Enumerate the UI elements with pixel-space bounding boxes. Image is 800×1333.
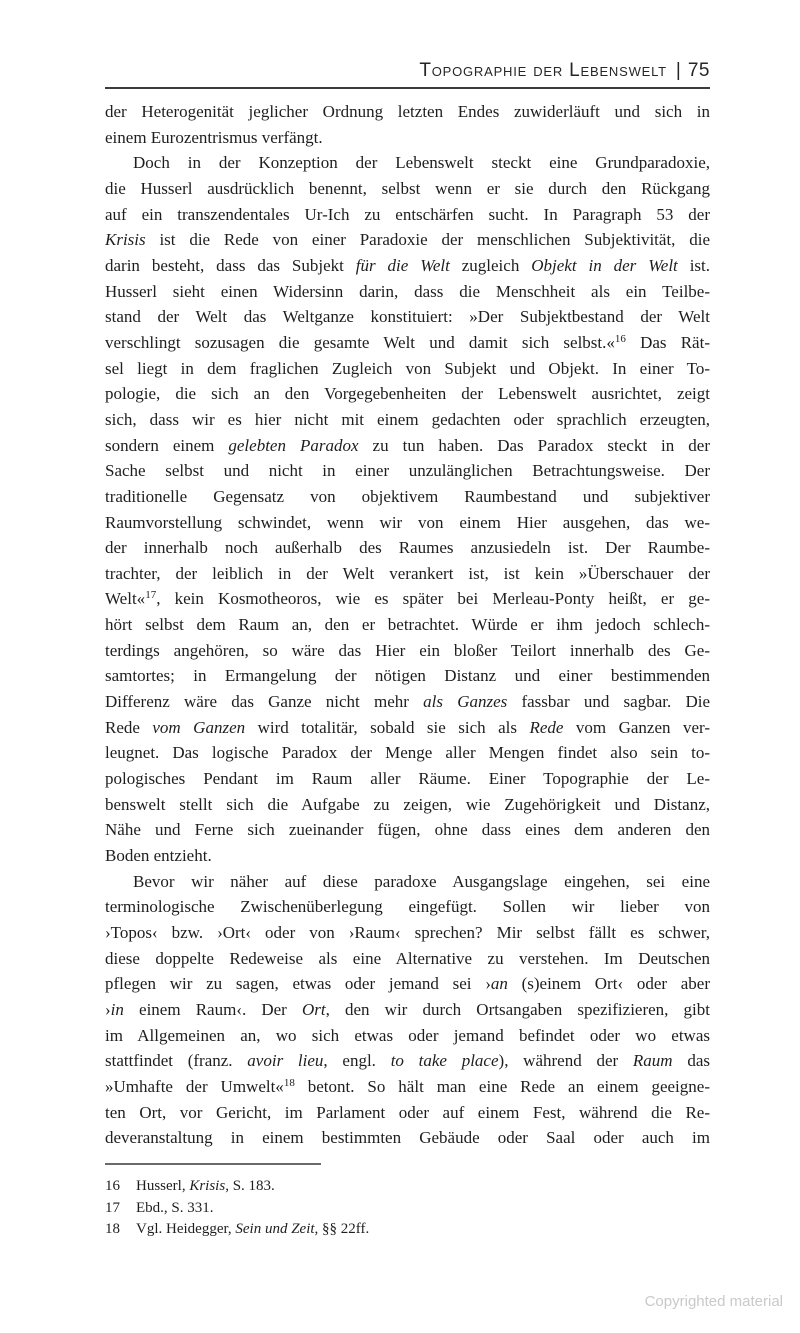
italic-text: in — [110, 999, 124, 1019]
text-line — [105, 356, 710, 382]
text-segment: sel liegt in dem fraglichen Zugleich von Subjekt und Objekt. In einer To- — [105, 358, 710, 378]
text-line — [105, 843, 710, 869]
footnote-number: 16 — [105, 1178, 120, 1194]
footnote-ref: 16 — [614, 332, 626, 345]
text-line — [105, 997, 710, 1023]
text-segment: stattfindet (franz. — [105, 1051, 248, 1071]
text-segment: Rede — [105, 717, 153, 737]
text-line — [105, 920, 710, 946]
text-segment: › — [105, 999, 111, 1019]
text-line — [105, 586, 710, 612]
running-header — [105, 60, 710, 82]
italic-text: für die Welt — [355, 255, 450, 275]
text-segment: terminologische Zwischenüberlegung eingefügt. Sollen wir lieber von — [105, 897, 710, 917]
text-segment: der Heterogenität jeglicher Ordnung letzten Endes zuwiderläuft und sich in — [105, 102, 710, 121]
text-segment: Husserl, — [136, 1178, 190, 1194]
text-segment: leugnet. Das logische Paradox der Menge aller Mengen findet also sein to- — [105, 743, 710, 763]
text-segment: sondern einem — [105, 435, 229, 455]
text-segment: die Husserl ausdrücklich benennt, selbst wenn er sie durch den Rückgang — [105, 178, 710, 198]
text-segment: samtortes; in Ermangelung der nötigen Distanz und einer bestimmenden — [105, 666, 710, 686]
text-segment: einem Eurozentrismus verfängt. — [105, 127, 323, 147]
text-segment: deveranstaltung in einem bestimmten Gebäude oder Saal oder auch im — [105, 1128, 710, 1148]
text-segment: der innerhalb noch außerhalb des Raumes anzusiedeln ist. Der Raumbe- — [105, 538, 710, 558]
text-segment: , kein Kosmotheoros, wie es später bei Merleau-Ponty heißt, er ge- — [156, 589, 710, 609]
text-segment: Vgl. Heidegger, — [136, 1221, 236, 1237]
text-line — [105, 946, 710, 972]
text-segment: (s)einem Ort‹ oder aber — [507, 974, 710, 994]
header-separator: | — [675, 60, 681, 81]
text-line — [105, 1074, 710, 1100]
text-segment: fassbar und sagbar. Die — [507, 692, 710, 712]
footnote — [105, 1198, 710, 1220]
text-segment: wird totalitär, sobald sie sich als — [245, 717, 530, 737]
text-line — [105, 1048, 710, 1074]
text-segment: , S. 183. — [225, 1178, 275, 1194]
text-line — [105, 253, 710, 279]
footnote-ref: 18 — [283, 1076, 295, 1089]
text-segment: einem Raum‹. Der — [123, 999, 302, 1019]
text-line — [105, 1100, 710, 1126]
text-segment: hört selbst dem Raum an, den er betrachtet. Würde er ihm jedoch schlech- — [105, 615, 710, 635]
text-segment: terdings angehören, so wäre das Hier ein bloßer Teilort innerhalb des Ge- — [105, 640, 710, 660]
italic-text: Sein und Zeit — [235, 1221, 315, 1237]
text-line — [105, 433, 710, 459]
footnote — [105, 1219, 710, 1241]
text-line — [105, 381, 710, 407]
text-segment: benswelt stellt sich die Aufgabe zu zeigen, wie Zugehörigkeit und Distanz, — [105, 794, 710, 814]
text-line — [105, 484, 710, 510]
text-segment: Doch in der Konzeption der Lebenswelt steckt eine Grundparadoxie, — [133, 153, 710, 173]
text-segment: pflegen wir zu sagen, etwas oder jemand sei › — [105, 974, 491, 994]
text-line — [105, 817, 710, 843]
footnote — [105, 1176, 710, 1198]
text-line — [105, 1023, 710, 1049]
header-rule — [105, 87, 710, 89]
text-segment: Bevor wir näher auf diese paradoxe Ausgangslage eingehen, sei eine — [133, 871, 710, 891]
italic-text: Objekt in der Welt — [531, 255, 678, 275]
text-segment: vom Ganzen ver- — [563, 717, 710, 737]
text-segment: ›Topos‹ bzw. ›Ort‹ oder von ›Raum‹ sprechen? Mir selbst fällt es schwer, — [105, 923, 710, 942]
italic-text: avoir lieu — [247, 1051, 324, 1071]
text-segment: verschlingt sozusagen die gesamte Welt und damit sich selbst.« — [105, 332, 615, 352]
copyright-watermark: Copyrighted material — [644, 1293, 783, 1310]
page-number: 75 — [687, 60, 710, 81]
text-segment: das — [672, 1051, 710, 1071]
text-line — [105, 689, 710, 715]
running-header-title: Topographie der Lebenswelt — [419, 60, 667, 81]
italic-text: Raum — [632, 1051, 673, 1071]
text-segment: pologie, die sich an den Vorgegebenheiten der Lebenswelt ausrichtet, zeigt — [105, 384, 710, 404]
text-line — [105, 740, 710, 766]
text-line — [105, 510, 710, 536]
text-segment: ten Ort, vor Gericht, im Parlament oder auf einem Fest, während die Re- — [105, 1102, 710, 1122]
text-segment: pologisches Pendant im Raum aller Räume. Einer Topographie der Le- — [105, 769, 710, 789]
text-segment: Differenz wäre das Ganze nicht mehr — [105, 692, 424, 712]
text-segment: Welt« — [105, 589, 146, 609]
italic-text: als Ganzes — [423, 692, 508, 712]
text-line — [105, 99, 710, 125]
footnote-number: 17 — [105, 1199, 120, 1216]
text-line — [105, 971, 710, 997]
text-segment: zu tun haben. Das Paradox steckt in der — [358, 435, 710, 455]
text-segment: im Allgemeinen an, wo sich etwas oder jemand befindet oder wo etwas — [105, 1025, 710, 1045]
italic-text: gelebten Paradox — [228, 435, 359, 455]
text-line — [105, 227, 710, 253]
text-line — [105, 561, 710, 587]
text-line — [105, 1125, 710, 1151]
body-text — [105, 99, 710, 1151]
text-segment: darin besteht, dass das Subjekt — [105, 255, 356, 275]
text-segment: , den wir durch Ortsangaben spezifizieren, gibt — [325, 999, 710, 1019]
text-line — [105, 638, 710, 664]
text-line — [105, 150, 710, 176]
italic-text: Ort — [301, 999, 326, 1019]
footnote-number: 18 — [105, 1221, 120, 1237]
text-segment: zugleich — [449, 255, 532, 275]
footnote-rule — [105, 1163, 321, 1165]
text-segment: Raumvorstellung schwindet, wenn wir von einem Hier ausgehen, das we- — [105, 512, 710, 532]
text-segment: trachter, der leiblich in der Welt verankert ist, ist kein »Überschauer der — [105, 563, 710, 583]
text-line — [105, 407, 710, 433]
text-segment: auf ein transzendentales Ur-Ich zu entschärfen sucht. In Paragraph 53 der — [105, 204, 710, 224]
text-segment: sich, dass wir es hier nicht mit einem gedachten oder sprachlich erzeugten, — [105, 409, 710, 429]
text-line — [105, 125, 710, 151]
text-segment: , engl. — [323, 1051, 391, 1071]
text-segment: traditionelle Gegensatz von objektivem Raumbestand und subjektiver — [105, 486, 710, 506]
italic-text: an — [490, 974, 508, 994]
italic-text: vom Ganzen — [152, 717, 246, 737]
text-segment: ist. — [677, 255, 710, 275]
text-line — [105, 330, 710, 356]
text-line — [105, 715, 710, 741]
italic-text: Rede — [529, 717, 564, 737]
text-segment: ), während der — [498, 1051, 633, 1071]
text-segment: diese doppelte Redeweise als eine Alternative zu verstehen. Im Deutschen — [105, 948, 710, 968]
text-segment: Nähe und Ferne sich zueinander fügen, ohne dass eines dem anderen den — [105, 820, 710, 840]
text-line — [105, 766, 710, 792]
text-line — [105, 202, 710, 228]
text-line — [105, 663, 710, 689]
text-segment: betont. So hält man eine Rede an einem geeigne- — [294, 1076, 710, 1096]
text-segment: Sache selbst und nicht in einer unzulänglichen Betrachtungsweise. Der — [105, 461, 710, 481]
text-segment: »Umhafte der Umwelt« — [105, 1076, 284, 1096]
italic-text: Krisis — [105, 230, 146, 250]
text-segment: Ebd., S. 331. — [136, 1199, 214, 1216]
text-line — [105, 792, 710, 818]
text-line — [105, 612, 710, 638]
footnotes — [105, 1176, 710, 1241]
text-line — [105, 535, 710, 561]
text-line — [105, 304, 710, 330]
text-line — [105, 458, 710, 484]
footnote-ref: 17 — [145, 589, 157, 602]
text-segment: Husserl sieht einen Widersinn darin, dass die Menschheit als ein Teilbe- — [105, 281, 710, 301]
italic-text: Krisis — [189, 1178, 226, 1194]
text-segment: stand der Welt das Weltganze konstituiert: »Der Subjektbestand der Welt — [105, 307, 710, 327]
text-segment: , §§ 22ff. — [314, 1221, 370, 1237]
italic-text: to take place — [390, 1051, 499, 1071]
text-line — [105, 279, 710, 305]
text-line — [105, 869, 710, 895]
text-segment: Boden entzieht. — [105, 846, 212, 866]
text-segment: Das Rät- — [625, 332, 710, 352]
text-line — [105, 176, 710, 202]
text-line — [105, 894, 710, 920]
text-segment: ist die Rede von einer Paradoxie der menschlichen Subjektivität, die — [145, 230, 710, 250]
